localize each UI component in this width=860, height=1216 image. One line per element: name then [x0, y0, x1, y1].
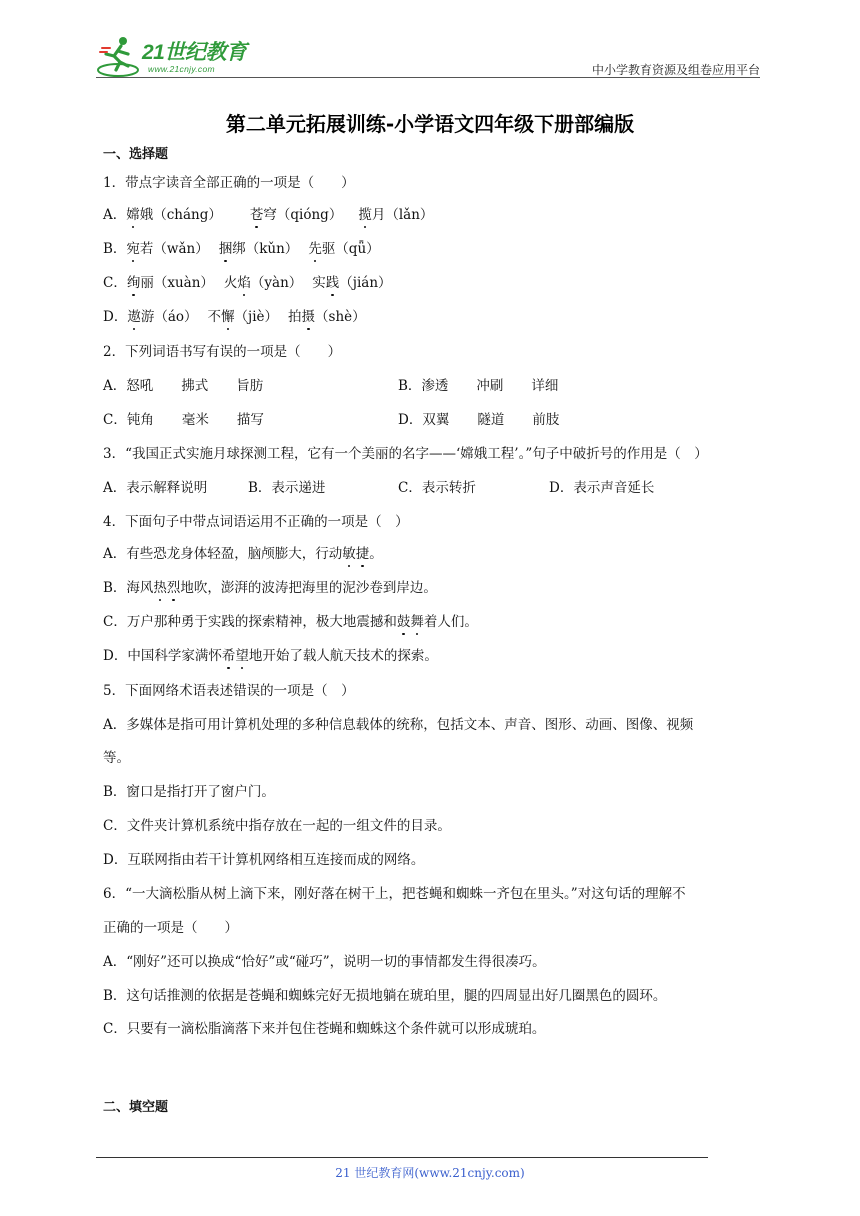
q1-option-b: B．宛若（wǎn） 捆绑（kǔn） 先驱（qǖ） — [103, 241, 380, 257]
footer-divider — [96, 1157, 708, 1158]
q3-option-b: B．表示递进 — [248, 480, 326, 496]
q4-stem: 4．下面句子中带点词语运用不正确的一项是（ ） — [103, 514, 409, 530]
q5-option-b: B．窗口是指打开了窗户门。 — [103, 784, 275, 800]
q2-option-a: A．怒吼 拂式 旨肪 — [103, 378, 264, 394]
q5-option-a: A．多媒体是指可用计算机处理的多种信息载体的统称，包括文本、声音、图形、动画、图像、视频 — [103, 717, 694, 733]
q1-option-d: D．遨游（áo） 不懈（jiè） 拍摄（shè） — [103, 309, 366, 325]
footer-text: 21 世纪教育网(www.21cnjy.com) — [335, 1166, 525, 1180]
q1-stem: 1．带点字读音全部正确的一项是（ ） — [103, 175, 355, 191]
q2-option-b: B．渗透 冲刷 详细 — [398, 378, 559, 394]
logo — [96, 34, 271, 80]
page-header — [96, 30, 760, 80]
q4-option-b: B．海风热烈地吹，澎湃的波涛把海里的泥沙卷到岸边。 — [103, 580, 437, 596]
section-heading-choice: 一、选择题 — [103, 147, 169, 162]
logo-text: 21世纪教育 — [142, 41, 247, 64]
q3-option-c: C．表示转折 — [398, 480, 476, 496]
section-heading-fill: 二、填空题 — [103, 1100, 169, 1115]
runner-logo-icon — [96, 34, 144, 80]
q4-option-c: C．万户那种勇于实践的探索精神，极大地震撼和鼓舞着人们。 — [103, 614, 478, 630]
q5-option-a-cont: 等。 — [103, 750, 130, 766]
header-divider — [96, 77, 760, 78]
q6-stem-cont: 正确的一项是（ ） — [103, 920, 238, 936]
q3-stem: 3．“我国正式实施月球探测工程，它有一个美丽的名字——‘嫦娥工程’。”句子中破折号的作用是（ ） — [103, 446, 708, 462]
q5-option-c: C．文件夹计算机系统中指存放在一起的一组文件的目录。 — [103, 818, 451, 834]
q5-option-d: D．互联网指由若干计算机网络相互连接而成的网络。 — [103, 852, 425, 868]
q2-option-c: C．钝角 毫米 描写 — [103, 412, 264, 428]
q1-option-a: A．嫦娥（cháng） 苍穹（qióng） 揽月（lǎn） — [103, 207, 434, 223]
q1-option-c: C．绚丽（xuàn） 火焰（yàn） 实践（jián） — [103, 275, 392, 291]
q2-stem: 2．下列词语书写有误的一项是（ ） — [103, 344, 342, 360]
q4-option-d: D．中国科学家满怀希望地开始了载人航天技术的探索。 — [103, 648, 438, 664]
q6-option-b: B．这句话推测的依据是苍蝇和蜘蛛完好无损地躺在琥珀里，腿的四周显出好几圈黑色的圆环。 — [103, 988, 667, 1004]
q5-stem: 5．下面网络术语表述错误的一项是（ ） — [103, 683, 355, 699]
page-title: 第二单元拓展训练-小学语文四年级下册部编版 — [225, 112, 635, 136]
q2-option-d: D．双翼 隧道 前肢 — [398, 412, 560, 428]
header-tagline: 中小学教育资源及组卷应用平台 — [591, 63, 760, 77]
q6-option-a: A．“刚好”还可以换成“恰好”或“碰巧”，说明一切的事情都发生得很凑巧。 — [103, 954, 546, 970]
q6-stem: 6．“一大滴松脂从树上滴下来，刚好落在树干上，把苍蝇和蜘蛛一齐包在里头。”对这句话的理解不 — [103, 886, 686, 902]
q3-option-d: D．表示声音延长 — [549, 480, 655, 496]
q6-option-c: C．只要有一滴松脂滴落下来并包住苍蝇和蜘蛛这个条件就可以形成琥珀。 — [103, 1021, 546, 1037]
q4-option-a: A．有些恐龙身体轻盈，脑颅膨大，行动敏捷。 — [103, 546, 383, 562]
q3-option-a: A．表示解释说明 — [103, 480, 208, 496]
logo-url: www.21cnjy.com — [148, 64, 215, 74]
